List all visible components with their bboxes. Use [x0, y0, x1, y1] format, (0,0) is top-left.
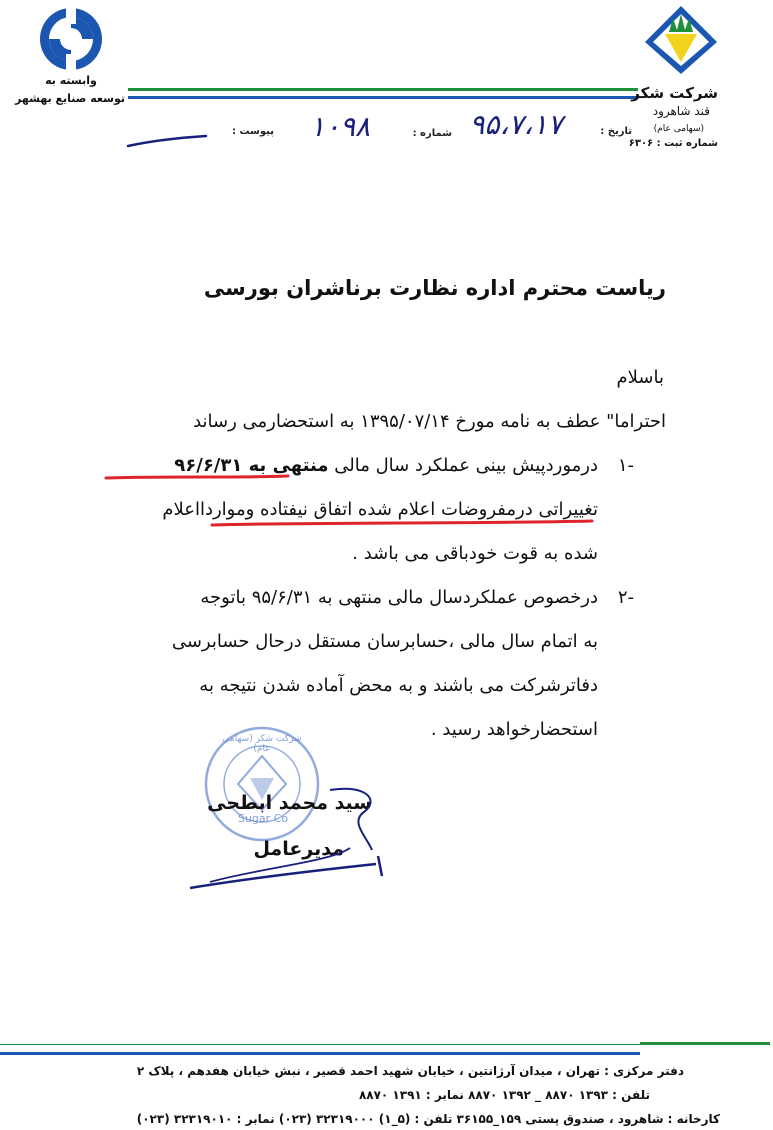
footer-phones: تلفن : ۱۳۹۳ ۸۸۷۰ _ ۱۳۹۲ ۸۸۷۰ نمابر : ۱۳۹۱ ۸۸۷۰: [358, 1088, 650, 1102]
affiliate-line2: توسعه صنایع بهشهر: [15, 92, 125, 105]
signatory-name: سید محمد ابطحی: [207, 792, 372, 814]
footer-address: دفتر مرکزی : تهران ، میدان آرژانتین ، خیابان شهید احمد قصیر ، نبش خیابان هفدهم ، پلاک ۲: [136, 1064, 684, 1078]
item1-line1-highlight: منتهی به ۹۶/۶/۳۱: [174, 455, 329, 476]
behshahr-logo-icon: [38, 6, 104, 72]
item1-number: -۱: [617, 455, 634, 476]
footer-factory: کارخانه : شاهرود ، صندوق پستی ۱۵۹_۳۶۱۵۵ تلفن : (۵_۱) ۳۲۳۱۹۰۰۰ (۰۲۳) نمابر : ۳۲۳۱۹۰۱۰ (۰۲۳): [136, 1112, 720, 1126]
greeting: باسلام: [616, 367, 664, 388]
item1-line3: شده به قوت خودباقی می باشد .: [352, 543, 598, 564]
company-name: شرکت شکر: [631, 84, 718, 102]
item1-line1-text: درموردپیش بینی عملکرد سال مالی: [328, 455, 598, 476]
attachment-label: پیوست :: [231, 126, 274, 137]
red-underline-2: [210, 518, 594, 528]
number-label: شماره :: [412, 128, 452, 139]
footer-line-green-2: [0, 1044, 640, 1045]
item1-line2-highlight: اعلام شده اتفاق نیفتاده: [260, 499, 436, 520]
item1-line2-text-a: تغییراتی درمفروضات: [435, 499, 598, 520]
header-line-green: [128, 88, 638, 91]
footer-line-green: [640, 1042, 770, 1045]
number-value: ۱۰۹۸: [309, 110, 371, 143]
item2-line3: دفاترشرکت می باشند و به محض آماده شدن نتیجه به: [199, 675, 598, 696]
item2-number: -۲: [617, 587, 634, 608]
signatory-title: مدیرعامل: [253, 838, 344, 860]
company-sub: قند شاهرود: [652, 104, 710, 118]
company-type: (سهامی عام): [653, 124, 704, 134]
stamp-sub: Sugar Co: [237, 812, 289, 825]
registration-number: شماره ثبت : ۶۳۰۶: [628, 138, 718, 149]
item2-line4: استحضارخواهد رسید .: [430, 719, 598, 740]
red-underline-1: [104, 472, 290, 482]
handwritten-signature: [180, 778, 394, 898]
date-label: تاریخ :: [600, 126, 632, 137]
recipient: ریاست محترم اداره نظارت برناشران بورسی: [203, 276, 666, 300]
intro-line: احتراما" عطف به نامه مورخ ۱۳۹۵/۰۷/۱۴ به استحضارمی رساند: [193, 411, 666, 432]
date-value: ۹۵،۷،۱۷: [469, 108, 563, 141]
affiliate-line1: وابسته به: [45, 74, 97, 87]
attachment-handwritten-mark: [126, 132, 208, 150]
item2-line2: به اتمام سال مالی ،حسابرسان مستقل درحال حسابرسی: [171, 631, 598, 652]
item2-line1: درخصوص عملکردسال مالی منتهی به ۹۵/۶/۳۱ باتوجه: [200, 587, 598, 608]
sugar-company-logo-icon: [643, 4, 719, 76]
stamp-text: شرکت شکر (سهامی عام): [222, 734, 302, 754]
footer-line-blue: [0, 1052, 640, 1055]
header-line-blue: [128, 96, 638, 99]
item1-line2-text-c: ومواردااعلام: [162, 499, 261, 520]
